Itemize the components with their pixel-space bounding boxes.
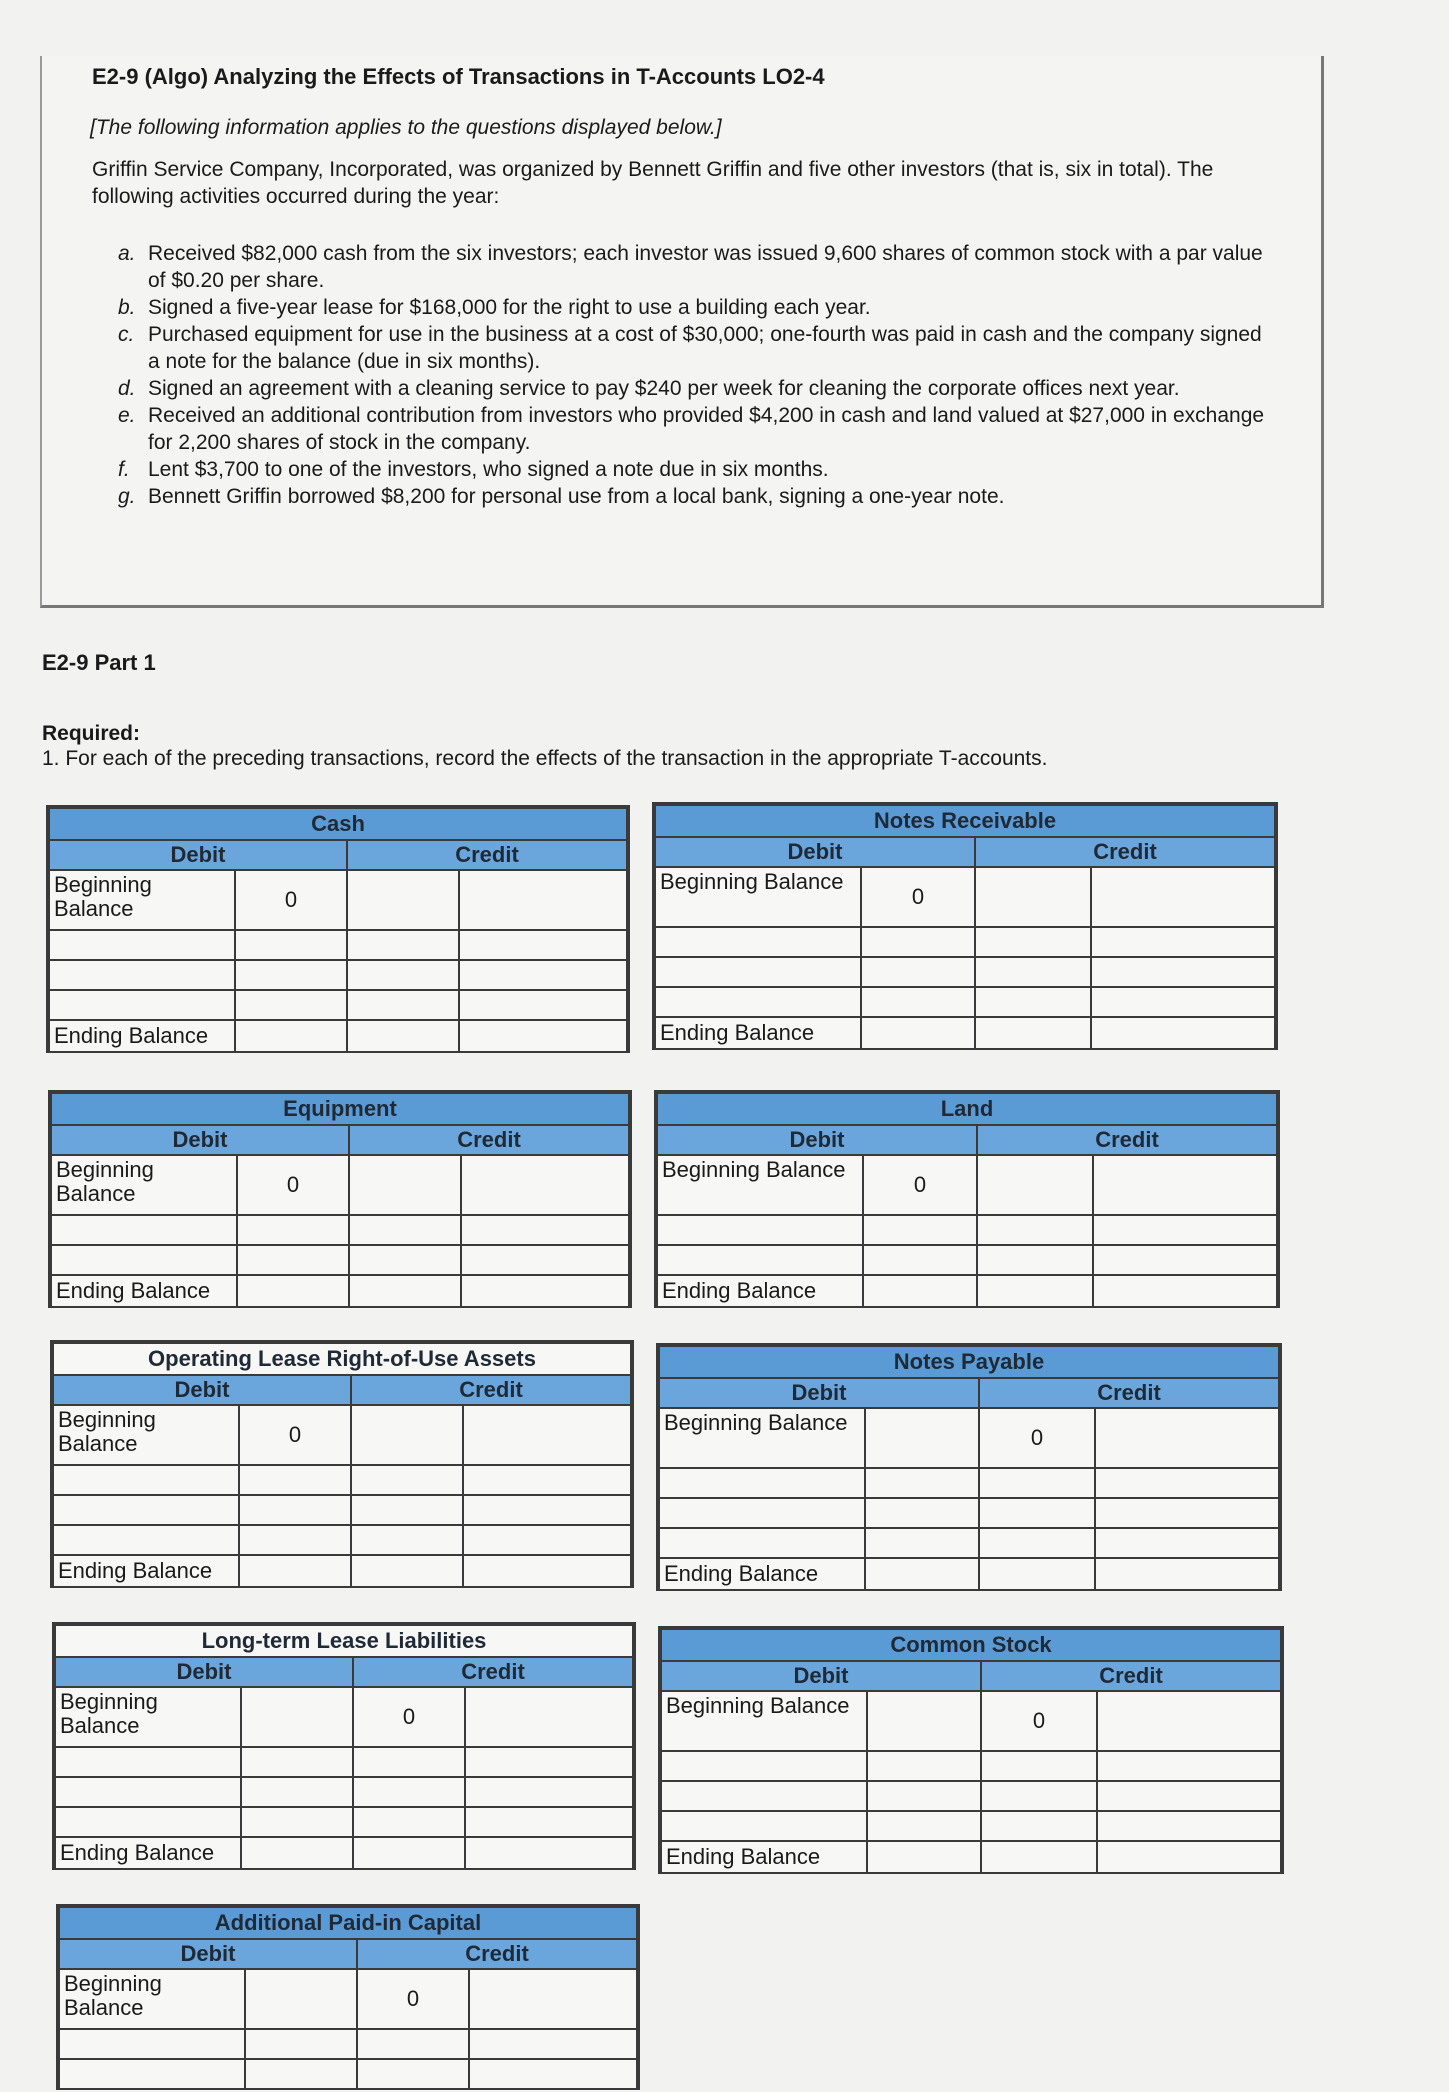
activity-letter: d. — [118, 377, 136, 400]
t-account-notes-payable — [656, 1343, 1282, 1591]
entry-cell[interactable] — [235, 960, 347, 990]
entry-cell[interactable] — [353, 1747, 465, 1777]
entry-cell[interactable] — [55, 1807, 241, 1837]
account-title: Notes Payable — [659, 1346, 1279, 1378]
activities-list — [118, 240, 1278, 510]
entry-cell[interactable] — [51, 1245, 237, 1275]
beginning-credit-cell: 0 — [981, 1691, 1097, 1751]
entry-cell[interactable] — [465, 1837, 633, 1869]
credit-header: Credit — [347, 840, 627, 870]
ending-balance-cell[interactable] — [861, 1017, 975, 1049]
entry-cell[interactable] — [347, 960, 459, 990]
entry-cell[interactable] — [459, 990, 627, 1020]
entry-cell[interactable] — [661, 1811, 867, 1841]
credit-header: Credit — [357, 1939, 637, 1969]
entry-cell[interactable] — [349, 1245, 461, 1275]
ending-balance-label: Ending Balance — [661, 1841, 867, 1873]
activity-letter: a. — [118, 242, 136, 265]
entry-cell[interactable] — [245, 1969, 357, 2029]
entry-cell[interactable] — [1093, 1245, 1277, 1275]
t-account-cash — [46, 805, 630, 1053]
beginning-balance-label: Beginning Balance — [49, 870, 235, 930]
entry-cell[interactable] — [1091, 867, 1275, 927]
entry-cell[interactable] — [1097, 1781, 1281, 1811]
entry-cell[interactable] — [865, 1408, 979, 1468]
entry-cell[interactable] — [463, 1555, 631, 1587]
debit-header: Debit — [53, 1375, 351, 1405]
entry-cell[interactable] — [1093, 1155, 1277, 1215]
activity-item — [118, 240, 1278, 294]
required-text: 1. For each of the preceding transactions, record the effects of the transaction in the appropriate T-accounts. — [42, 747, 1048, 770]
beginning-credit-cell: 0 — [979, 1408, 1095, 1468]
problem-subtitle: [The following information applies to the questions displayed below.] — [90, 116, 722, 139]
entry-cell[interactable] — [863, 1215, 977, 1245]
entry-cell[interactable] — [1097, 1751, 1281, 1781]
entry-cell[interactable] — [347, 1020, 459, 1052]
entry-cell[interactable] — [49, 930, 235, 960]
debit-header: Debit — [655, 837, 975, 867]
activity-item — [118, 456, 1278, 483]
debit-header: Debit — [51, 1125, 349, 1155]
entry-cell[interactable] — [239, 1525, 351, 1555]
entry-cell[interactable] — [865, 1528, 979, 1558]
entry-cell[interactable] — [975, 867, 1091, 927]
beginning-credit-cell: 0 — [353, 1687, 465, 1747]
entry-cell[interactable] — [459, 960, 627, 990]
entry-cell[interactable] — [241, 1777, 353, 1807]
t-account-notes-receivable — [652, 802, 1278, 1050]
entry-cell[interactable] — [53, 1495, 239, 1525]
beginning-balance-label: Beginning Balance — [655, 867, 861, 927]
entry-cell[interactable] — [463, 1495, 631, 1525]
entry-cell[interactable] — [1093, 1215, 1277, 1245]
entry-cell[interactable] — [463, 1465, 631, 1495]
beginning-debit-cell: 0 — [863, 1155, 977, 1215]
account-title: Long-term Lease Liabilities — [55, 1625, 633, 1657]
account-title: Cash — [49, 808, 627, 840]
entry-cell[interactable] — [239, 1495, 351, 1525]
entry-cell[interactable] — [977, 1245, 1093, 1275]
entry-cell[interactable] — [347, 870, 459, 930]
entry-cell[interactable] — [347, 990, 459, 1020]
activity-text: Signed an agreement with a cleaning service to pay $240 per week for cleaning the corporate offices next year. — [148, 377, 1180, 400]
entry-cell[interactable] — [53, 1525, 239, 1555]
credit-header: Credit — [353, 1657, 633, 1687]
entry-cell[interactable] — [1095, 1468, 1279, 1498]
entry-cell[interactable] — [463, 1405, 631, 1465]
entry-cell[interactable] — [1091, 957, 1275, 987]
entry-cell[interactable] — [861, 957, 975, 987]
entry-cell[interactable] — [975, 987, 1091, 1017]
beginning-debit-cell: 0 — [237, 1155, 349, 1215]
activity-letter: b. — [118, 296, 136, 319]
entry-cell[interactable] — [981, 1751, 1097, 1781]
activity-letter: f. — [118, 458, 130, 481]
t-account-apic — [56, 1904, 640, 2090]
activity-item — [118, 321, 1278, 375]
entry-cell[interactable] — [465, 1807, 633, 1837]
entry-cell[interactable] — [465, 1687, 633, 1747]
beginning-debit-cell: 0 — [235, 870, 347, 930]
entry-cell[interactable] — [459, 1020, 627, 1052]
ending-balance-label: Ending Balance — [49, 1020, 235, 1052]
activity-text: Received $82,000 cash from the six investors; each investor was issued 9,600 shares of common stock with a par value of $0.20 per share. — [148, 242, 1263, 292]
entry-cell[interactable] — [1095, 1498, 1279, 1528]
entry-cell[interactable] — [53, 1465, 239, 1495]
entry-cell[interactable] — [1095, 1528, 1279, 1558]
credit-header: Credit — [351, 1375, 631, 1405]
entry-cell[interactable] — [977, 1155, 1093, 1215]
entry-cell[interactable] — [975, 1017, 1091, 1049]
ending-balance-cell[interactable] — [237, 1275, 349, 1307]
entry-cell[interactable] — [351, 1495, 463, 1525]
ending-balance-cell[interactable] — [981, 1841, 1097, 1873]
entry-cell[interactable] — [347, 930, 459, 960]
ending-balance-cell[interactable] — [353, 1837, 465, 1869]
t-account-lease-liabilities — [52, 1622, 636, 1870]
entry-cell[interactable] — [55, 1777, 241, 1807]
entry-cell[interactable] — [659, 1498, 865, 1528]
entry-cell[interactable] — [461, 1215, 629, 1245]
ending-balance-label: Ending Balance — [55, 1837, 241, 1869]
credit-header: Credit — [975, 837, 1275, 867]
activity-item — [118, 294, 1278, 321]
activity-text: Signed a five-year lease for $168,000 for the right to use a building each year. — [148, 296, 871, 319]
entry-cell[interactable] — [245, 2059, 357, 2089]
ending-balance-label: Ending Balance — [659, 1558, 865, 1590]
beginning-balance-label: Beginning Balance — [59, 1969, 245, 2029]
problem-title: E2-9 (Algo) Analyzing the Effects of Transactions in T-Accounts LO2-4 — [92, 64, 825, 89]
entry-cell[interactable] — [867, 1691, 981, 1751]
activity-item — [118, 402, 1278, 456]
entry-cell[interactable] — [979, 1528, 1095, 1558]
entry-cell[interactable] — [867, 1751, 981, 1781]
entry-cell[interactable] — [975, 927, 1091, 957]
activity-letter: c. — [118, 323, 135, 346]
entry-cell[interactable] — [235, 990, 347, 1020]
activity-text: Received an additional contribution from investors who provided $4,200 in cash and land valued at $27,000 in exchange for 2,200 shares of stock in the company. — [148, 404, 1265, 454]
entry-cell[interactable] — [867, 1811, 981, 1841]
entry-cell[interactable] — [49, 990, 235, 1020]
entry-cell[interactable] — [1095, 1408, 1279, 1468]
entry-cell[interactable] — [235, 930, 347, 960]
entry-cell[interactable] — [657, 1215, 863, 1245]
entry-cell[interactable] — [657, 1245, 863, 1275]
entry-cell[interactable] — [459, 870, 627, 930]
entry-cell[interactable] — [465, 1777, 633, 1807]
ending-balance-cell[interactable] — [235, 1020, 347, 1052]
account-title: Operating Lease Right-of-Use Assets — [53, 1343, 631, 1375]
entry-cell[interactable] — [357, 2029, 469, 2059]
entry-cell[interactable] — [469, 2059, 637, 2089]
entry-cell[interactable] — [59, 2059, 245, 2089]
entry-cell[interactable] — [979, 1468, 1095, 1498]
entry-cell[interactable] — [51, 1215, 237, 1245]
entry-cell[interactable] — [1095, 1558, 1279, 1590]
entry-cell[interactable] — [465, 1747, 633, 1777]
entry-cell[interactable] — [977, 1275, 1093, 1307]
entry-cell[interactable] — [349, 1155, 461, 1215]
ending-balance-label: Ending Balance — [53, 1555, 239, 1587]
ending-balance-label: Ending Balance — [51, 1275, 237, 1307]
entry-cell[interactable] — [351, 1525, 463, 1555]
activity-letter: e. — [118, 404, 136, 427]
entry-cell[interactable] — [863, 1245, 977, 1275]
t-account-equipment — [48, 1090, 632, 1308]
ending-balance-label: Ending Balance — [655, 1017, 861, 1049]
entry-cell[interactable] — [655, 987, 861, 1017]
entry-cell[interactable] — [977, 1215, 1093, 1245]
debit-header: Debit — [59, 1939, 357, 1969]
entry-cell[interactable] — [1097, 1811, 1281, 1841]
entry-cell[interactable] — [655, 927, 861, 957]
beginning-debit-cell: 0 — [861, 867, 975, 927]
entry-cell[interactable] — [1093, 1275, 1277, 1307]
entry-cell[interactable] — [865, 1468, 979, 1498]
entry-cell[interactable] — [861, 987, 975, 1017]
ending-balance-cell[interactable] — [979, 1558, 1095, 1590]
entry-cell[interactable] — [461, 1155, 629, 1215]
entry-cell[interactable] — [241, 1807, 353, 1837]
entry-cell[interactable] — [867, 1781, 981, 1811]
entry-cell[interactable] — [241, 1687, 353, 1747]
entry-cell[interactable] — [459, 930, 627, 960]
entry-cell[interactable] — [979, 1498, 1095, 1528]
debit-header: Debit — [49, 840, 347, 870]
beginning-debit-cell: 0 — [239, 1405, 351, 1465]
entry-cell[interactable] — [461, 1275, 629, 1307]
ending-balance-cell[interactable] — [863, 1275, 977, 1307]
entry-cell[interactable] — [1097, 1691, 1281, 1751]
problem-intro: Griffin Service Company, Incorporated, was organized by Bennett Griffin and five other investors (that is, six in total). The following activities occurred during the year: — [92, 158, 1214, 208]
entry-cell[interactable] — [659, 1528, 865, 1558]
entry-cell[interactable] — [245, 2029, 357, 2059]
account-title: Equipment — [51, 1093, 629, 1125]
entry-cell[interactable] — [975, 957, 1091, 987]
beginning-balance-label: Beginning Balance — [657, 1155, 863, 1215]
entry-cell[interactable] — [349, 1215, 461, 1245]
entry-cell[interactable] — [59, 2029, 245, 2059]
debit-header: Debit — [657, 1125, 977, 1155]
entry-cell[interactable] — [237, 1215, 349, 1245]
entry-cell[interactable] — [49, 960, 235, 990]
required-label: Required: — [42, 722, 141, 745]
entry-cell[interactable] — [237, 1245, 349, 1275]
activity-text: Purchased equipment for use in the business at a cost of $30,000; one-fourth was paid in cash and the company signed a note for the balance (due in six months). — [148, 323, 1262, 373]
entry-cell[interactable] — [469, 2029, 637, 2059]
beginning-balance-label: Beginning Balance — [53, 1405, 239, 1465]
entry-cell[interactable] — [357, 2059, 469, 2089]
entry-cell[interactable] — [865, 1558, 979, 1590]
entry-cell[interactable] — [239, 1465, 351, 1495]
entry-cell[interactable] — [661, 1751, 867, 1781]
entry-cell[interactable] — [353, 1807, 465, 1837]
entry-cell[interactable] — [867, 1841, 981, 1873]
entry-cell[interactable] — [351, 1465, 463, 1495]
entry-cell[interactable] — [655, 957, 861, 987]
entry-cell[interactable] — [55, 1747, 241, 1777]
account-title: Common Stock — [661, 1629, 1281, 1661]
entry-cell[interactable] — [241, 1837, 353, 1869]
t-account-common-stock — [658, 1626, 1284, 1874]
beginning-balance-label: Beginning Balance — [51, 1155, 237, 1215]
ending-balance-label: Ending Balance — [657, 1275, 863, 1307]
debit-header: Debit — [659, 1378, 979, 1408]
activity-text: Lent $3,700 to one of the investors, who signed a note due in six months. — [148, 458, 829, 481]
entry-cell[interactable] — [981, 1781, 1097, 1811]
account-title: Notes Receivable — [655, 805, 1275, 837]
activity-text: Bennett Griffin borrowed $8,200 for personal use from a local bank, signing a one-year note. — [148, 485, 1005, 508]
activity-item — [118, 483, 1278, 510]
entry-cell[interactable] — [981, 1811, 1097, 1841]
credit-header: Credit — [981, 1661, 1281, 1691]
entry-cell[interactable] — [1091, 1017, 1275, 1049]
entry-cell[interactable] — [661, 1781, 867, 1811]
beginning-balance-label: Beginning Balance — [661, 1691, 867, 1751]
ending-balance-cell[interactable] — [239, 1555, 351, 1587]
entry-cell[interactable] — [1097, 1841, 1281, 1873]
credit-header: Credit — [349, 1125, 629, 1155]
beginning-balance-label: Beginning Balance — [55, 1687, 241, 1747]
entry-cell[interactable] — [861, 927, 975, 957]
debit-header: Debit — [55, 1657, 353, 1687]
entry-cell[interactable] — [349, 1275, 461, 1307]
entry-cell[interactable] — [469, 1969, 637, 2029]
entry-cell[interactable] — [865, 1498, 979, 1528]
entry-cell[interactable] — [463, 1525, 631, 1555]
entry-cell[interactable] — [461, 1245, 629, 1275]
account-title: Land — [657, 1093, 1277, 1125]
credit-header: Credit — [977, 1125, 1277, 1155]
account-title: Additional Paid-in Capital — [59, 1907, 637, 1939]
entry-cell[interactable] — [1091, 927, 1275, 957]
entry-cell[interactable] — [353, 1777, 465, 1807]
entry-cell[interactable] — [1091, 987, 1275, 1017]
entry-cell[interactable] — [351, 1555, 463, 1587]
credit-header: Credit — [979, 1378, 1279, 1408]
activity-letter: g. — [118, 485, 136, 508]
beginning-balance-label: Beginning Balance — [659, 1408, 865, 1468]
entry-cell[interactable] — [351, 1405, 463, 1465]
entry-cell[interactable] — [659, 1468, 865, 1498]
t-account-operating-lease — [50, 1340, 634, 1588]
debit-header: Debit — [661, 1661, 981, 1691]
t-account-land — [654, 1090, 1280, 1308]
entry-cell[interactable] — [241, 1747, 353, 1777]
part-label: E2-9 Part 1 — [42, 650, 156, 675]
activity-item — [118, 375, 1278, 402]
beginning-credit-cell: 0 — [357, 1969, 469, 2029]
